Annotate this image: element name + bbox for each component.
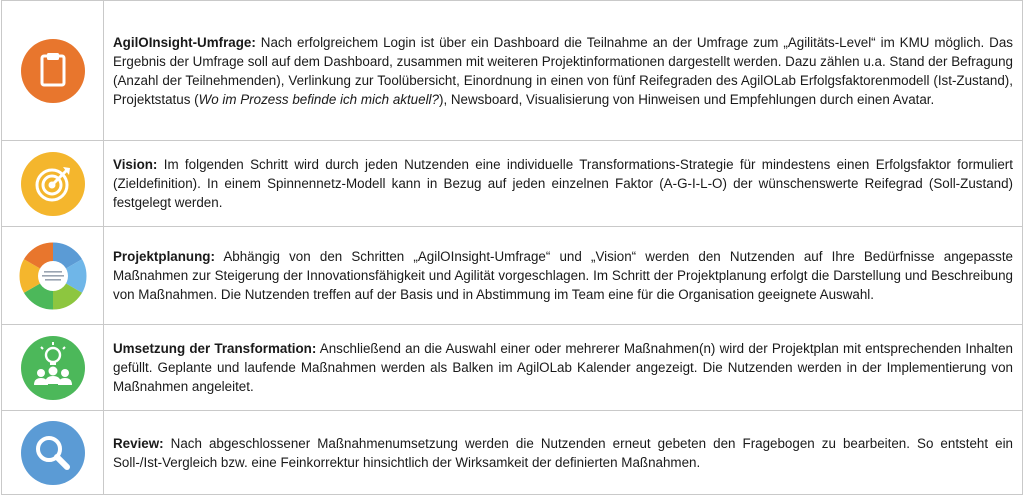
step-text: Anschließend an die Auswahl einer oder mehrerer Maßnahmen(n) wird der Projektplan mit entsprechenden Inhalten gefüllt. Geplante und laufende Maßnahmen werden als Balken im AgilOLab Kalender angezeigt. Die Nutzenden werden in der Implementierung von Maßnahmen angeleitet. — [113, 341, 1013, 394]
step-icon-cell — [2, 1, 104, 141]
team-idea-icon — [21, 336, 85, 400]
step-row-umfrage — [2, 1, 1023, 141]
step-text-italic: Wo im Prozess befinde ich mich aktuell? — [198, 91, 439, 107]
step-text: Nach abgeschlossener Maßnahmenumsetzung werden die Nutzenden erneut gebeten den Fragebogen zu bearbeiten. So entsteht ein Soll-/Ist-Vergleich bzw. eine Feinkorrektur hinsichtlich der Wirksamkeit der definierten Maßnahmen. — [113, 435, 1013, 470]
step-text: Nach erfolgreichem Login ist über ein Dashboard die Teilnahme an der Umfrage zum „Agilitäts-Level“ im KMU möglich. Das Ergebnis der Umfrage soll auf dem Dashboard, zusammen mit weiteren Projektinformationen dargestellt werden. Dazu zählen u.a. Stand der Befragung (Anzahl der Teilnehmenden), Verlinkung zur Toolübersicht, Einordnung in einen von fünf Reifegraden des AgilOLab Erfolgsfaktorenmodell (Ist-Zustand), Projektstatus ( — [113, 34, 1013, 107]
step-row-projektplanung — [2, 227, 1023, 325]
step-title: Vision: — [113, 157, 158, 172]
step-title: Projektplanung: — [113, 249, 215, 264]
step-description — [104, 141, 1023, 227]
step-text: Abhängig von den Schritten „AgilOInsight-Umfrage“ und „Vision“ werden den Nutzenden auf Ihre Bedürfnisse angepasste Maßnahmen zur Steigerung der Innovationsfähigkeit und Agilität vorgeschlagen. Im Schritt der Projektplanung erfolgt die Darstellung und Beschreibung von Maßnahmen. Die Nutzenden treffen auf der Basis und in Abstimmung im Team eine für die Organisation geeignete Auswahl. — [113, 249, 1013, 302]
magnifier-icon — [21, 421, 85, 485]
step-description — [104, 1, 1023, 141]
target-icon — [21, 152, 85, 216]
step-icon-cell — [2, 227, 104, 325]
step-title: Umsetzung der Transformation: — [113, 341, 317, 356]
step-text: Im folgenden Schritt wird durch jeden Nutzenden eine individuelle Transformations-Strategie für mindestens einen Erfolgsfaktor formuliert (Zieldefinition). In einem Spinnennetz-Modell kann in Bezug auf jeden einzelnen Faktor (A-G-I-L-O) der wünschenswerte Reifegrad (Soll-Zustand) festgelegt werden. — [113, 157, 1013, 210]
step-icon-cell — [2, 411, 104, 495]
step-row-umsetzung — [2, 325, 1023, 411]
step-description — [104, 325, 1023, 411]
step-icon-cell — [2, 141, 104, 227]
step-row-vision — [2, 141, 1023, 227]
step-text-end: ), Newsboard, Visualisierung von Hinweisen und Empfehlungen durch einen Avatar. — [438, 91, 935, 107]
clipboard-icon — [21, 39, 85, 103]
step-title: Review: — [113, 435, 164, 451]
puzzle-model-icon — [17, 240, 89, 312]
step-description — [104, 227, 1023, 325]
step-title: AgilOInsight-Umfrage: — [113, 34, 256, 50]
process-steps-table — [1, 0, 1023, 495]
step-icon-cell — [2, 325, 104, 411]
step-description — [104, 411, 1023, 495]
step-row-review — [2, 411, 1023, 495]
